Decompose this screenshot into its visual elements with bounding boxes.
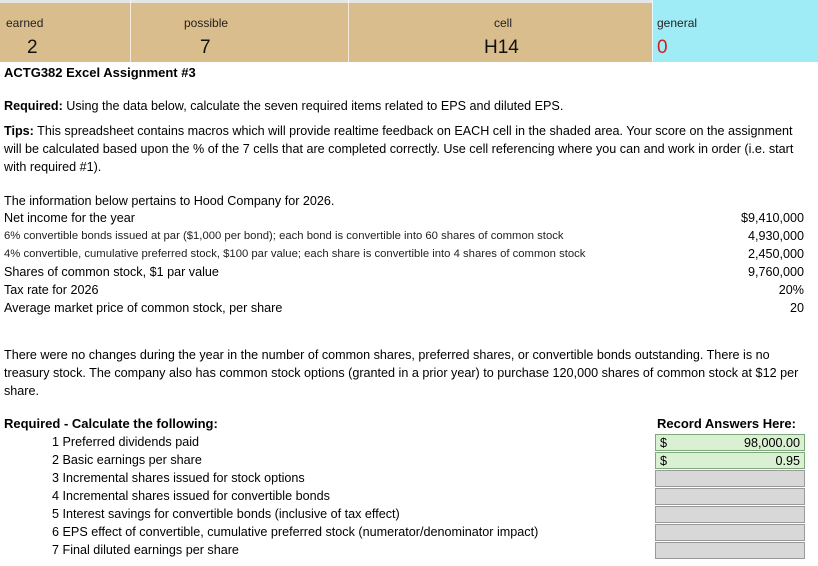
info-row-value: 9,760,000 bbox=[747, 265, 804, 279]
info-row-label: 6% convertible bonds issued at par ($1,000 per bond); each bond is convertible into 60 shares of common stock bbox=[4, 230, 564, 242]
info-row-value: $9,410,000 bbox=[740, 211, 804, 225]
required-text: Using the data below, calculate the seven required items related to EPS and diluted EPS. bbox=[62, 99, 564, 113]
score-bar bbox=[0, 0, 818, 62]
general-label: general bbox=[657, 16, 698, 30]
info-row-label: Tax rate for 2026 bbox=[4, 283, 99, 297]
possible-label: possible bbox=[184, 16, 229, 30]
changes-paragraph: There were no changes during the year in the number of common shares, preferred shares, or convertible bonds outstanding. There is no treasury stock. The company also has common stock options (granted in a prior year) to purchase 120,000 shares of common stock at $12 per share. bbox=[4, 348, 799, 398]
item-number: 2 bbox=[52, 453, 60, 467]
answer-cell-4[interactable] bbox=[655, 488, 805, 505]
info-row-convertible-bonds bbox=[4, 227, 804, 245]
item-number: 7 bbox=[52, 543, 60, 557]
general-cell-background bbox=[652, 0, 818, 62]
required-calc-title: Required - Calculate the following: bbox=[4, 416, 218, 431]
required-item-4 bbox=[52, 487, 330, 505]
required-label: Required: bbox=[4, 99, 63, 113]
required-item-7 bbox=[52, 541, 239, 559]
answer-value: 98,000.00 bbox=[743, 436, 800, 450]
info-row-market-price bbox=[4, 299, 804, 317]
answers-header: Record Answers Here: bbox=[657, 416, 796, 431]
tips-label: Tips: bbox=[4, 124, 34, 138]
info-row-preferred-stock bbox=[4, 245, 804, 263]
item-text: Interest savings for convertible bonds (inclusive of tax effect) bbox=[62, 507, 400, 521]
grid-divider bbox=[130, 0, 131, 62]
answer-value: 0.95 bbox=[775, 454, 800, 468]
grid-divider bbox=[652, 0, 653, 62]
item-text: Incremental shares issued for convertible bonds bbox=[62, 489, 330, 503]
answer-cell-5[interactable] bbox=[655, 506, 805, 523]
answer-cell-1[interactable] bbox=[655, 434, 805, 451]
item-text: Incremental shares issued for stock options bbox=[62, 471, 305, 485]
required-paragraph bbox=[4, 97, 804, 115]
earned-value: 2 bbox=[27, 37, 38, 58]
item-number: 4 bbox=[52, 489, 60, 503]
grid-divider bbox=[348, 0, 349, 62]
info-row-value: 20% bbox=[778, 283, 804, 297]
answer-cell-3[interactable] bbox=[655, 470, 805, 487]
info-row-net-income bbox=[4, 209, 804, 227]
tips-paragraph bbox=[4, 122, 804, 176]
item-text: Basic earnings per share bbox=[62, 453, 202, 467]
info-row-label: Average market price of common stock, per share bbox=[4, 301, 283, 315]
item-number: 3 bbox=[52, 471, 60, 485]
general-value: 0 bbox=[657, 37, 668, 58]
info-row-tax-rate bbox=[4, 281, 804, 299]
info-row-label: Shares of common stock, $1 par value bbox=[4, 265, 219, 279]
required-item-3 bbox=[52, 469, 305, 487]
info-row-common-stock bbox=[4, 263, 804, 281]
answer-cell-7[interactable] bbox=[655, 542, 805, 559]
cell-label: cell bbox=[494, 16, 513, 30]
tips-text: This spreadsheet contains macros which will provide realtime feedback on EACH cell in the shaded area. Your score on the assignment will be calculated based upon the % of the 7 cells that are completed correctly. Use cell referencing where you can and work in order (i.e. start with required #1). bbox=[4, 124, 794, 174]
answer-cell-2[interactable] bbox=[655, 452, 805, 469]
item-text: Preferred dividends paid bbox=[62, 435, 200, 449]
item-text: Final diluted earnings per share bbox=[62, 543, 239, 557]
info-intro: The information below pertains to Hood Company for 2026. bbox=[4, 194, 335, 208]
info-row-label: 4% convertible, cumulative preferred stock, $100 par value; each share is convertible into 4 shares of common stock bbox=[4, 248, 586, 260]
info-row-value: 4,930,000 bbox=[747, 229, 804, 243]
required-item-2 bbox=[52, 451, 202, 469]
item-number: 6 bbox=[52, 525, 60, 539]
assignment-title: ACTG382 Excel Assignment #3 bbox=[4, 65, 196, 80]
info-row-value: 2,450,000 bbox=[747, 247, 804, 261]
cell-value: H14 bbox=[484, 37, 519, 58]
info-row-value: 20 bbox=[789, 301, 804, 315]
earned-label: earned bbox=[6, 16, 44, 30]
item-number: 1 bbox=[52, 435, 60, 449]
answer-cell-6[interactable] bbox=[655, 524, 805, 541]
answer-currency: $ bbox=[660, 436, 668, 450]
item-text: EPS effect of convertible, cumulative preferred stock (numerator/denominator impact) bbox=[62, 525, 539, 539]
answer-currency: $ bbox=[660, 454, 668, 468]
possible-value: 7 bbox=[200, 37, 211, 58]
item-number: 5 bbox=[52, 507, 60, 521]
required-item-5 bbox=[52, 505, 400, 523]
required-item-1 bbox=[52, 433, 199, 451]
required-item-6 bbox=[52, 523, 538, 541]
info-row-label: Net income for the year bbox=[4, 211, 135, 225]
